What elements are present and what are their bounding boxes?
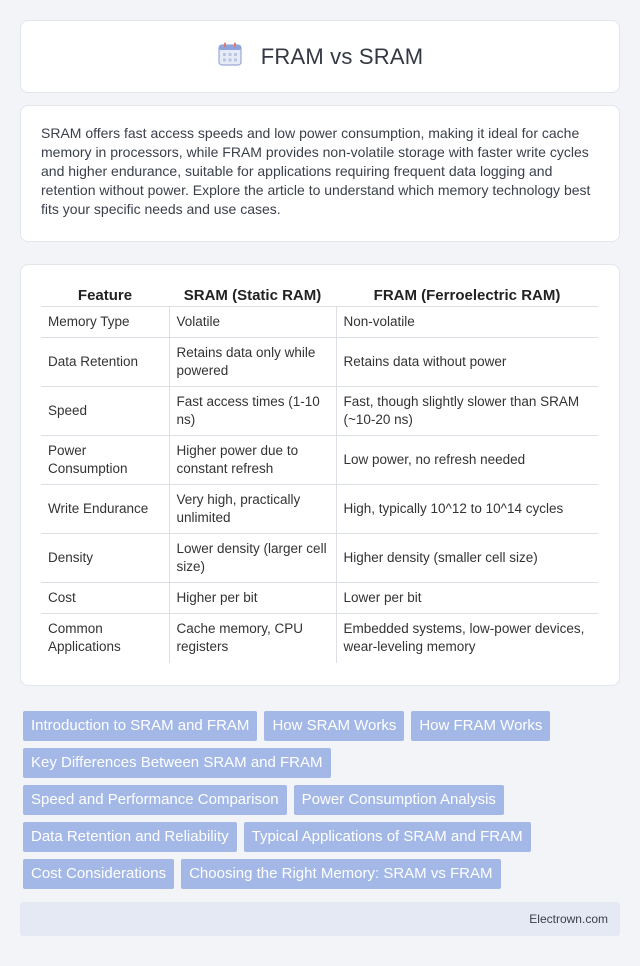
table-cell: Embedded systems, low-power devices, wear-leveling memory [336, 614, 598, 663]
link-choosing-memory[interactable]: Choosing the Right Memory: SRAM vs FRAM [181, 859, 500, 889]
table-row [41, 436, 598, 485]
table-cell: Higher per bit [169, 583, 336, 614]
table-cell: Power Consumption [41, 436, 169, 485]
table-header-sram: SRAM (Static RAM) [183, 287, 322, 304]
comparison-table-card [20, 264, 620, 686]
link-speed-performance[interactable]: Speed and Performance Comparison [23, 785, 287, 815]
table-cell: Lower per bit [336, 583, 598, 614]
table-header-row [41, 281, 598, 307]
page-title: FRAM vs SRAM [260, 43, 424, 69]
table-row [41, 338, 598, 387]
table-cell: Higher power due to constant refresh [169, 436, 336, 485]
footer [20, 902, 620, 936]
link-how-sram-works[interactable]: How SRAM Works [264, 711, 404, 741]
link-cost-considerations[interactable]: Cost Considerations [23, 859, 174, 889]
table-row [41, 534, 598, 583]
table-cell: Retains data only while powered [169, 338, 336, 387]
footer-site-name: Electrown.com [529, 912, 608, 926]
table-cell: Volatile [169, 307, 336, 338]
table-row [41, 307, 598, 338]
comparison-table [41, 281, 598, 663]
table-cell: Write Endurance [41, 485, 169, 534]
table-cell: Fast access times (1-10 ns) [169, 387, 336, 436]
table-cell: Memory Type [41, 307, 169, 338]
table-cell: Data Retention [41, 338, 169, 387]
link-introduction[interactable]: Introduction to SRAM and FRAM [23, 711, 257, 741]
link-data-retention[interactable]: Data Retention and Reliability [23, 822, 237, 852]
table-cell: Speed [41, 387, 169, 436]
calendar-icon [217, 41, 243, 72]
intro-card [20, 105, 620, 242]
table-cell: Fast, though slightly slower than SRAM (~10-20 ns) [336, 387, 598, 436]
table-cell: Density [41, 534, 169, 583]
link-key-differences[interactable]: Key Differences Between SRAM and FRAM [23, 748, 331, 778]
intro-text: SRAM offers fast access speeds and low power consumption, making it ideal for cache memory in processors, while FRAM provides non-volatile storage with faster write cycles and higher endurance, suitable for applications requiring frequent data logging and retention without power. Explore the article to understand which memory technology best fits your specific needs and use cases. [41, 125, 591, 217]
table-cell: Lower density (larger cell size) [169, 534, 336, 583]
table-cell: Retains data without power [336, 338, 598, 387]
table-row [41, 614, 598, 663]
table-header-fram: FRAM (Ferroelectric RAM) [373, 287, 561, 304]
table-row [41, 583, 598, 614]
table-cell: Low power, no refresh needed [336, 436, 598, 485]
title-card [20, 20, 620, 93]
table-header-feature: Feature [77, 287, 133, 304]
link-power-consumption[interactable]: Power Consumption Analysis [294, 785, 504, 815]
link-typical-applications[interactable]: Typical Applications of SRAM and FRAM [244, 822, 531, 852]
link-how-fram-works[interactable]: How FRAM Works [411, 711, 550, 741]
table-cell: Non-volatile [336, 307, 598, 338]
table-cell: Higher density (smaller cell size) [336, 534, 598, 583]
table-row [41, 387, 598, 436]
table-row [41, 485, 598, 534]
table-cell: High, typically 10^12 to 10^14 cycles [336, 485, 598, 534]
table-cell: Common Applications [41, 614, 169, 663]
table-cell: Cost [41, 583, 169, 614]
related-links [23, 711, 623, 896]
table-cell: Very high, practically unlimited [169, 485, 336, 534]
table-cell: Cache memory, CPU registers [169, 614, 336, 663]
